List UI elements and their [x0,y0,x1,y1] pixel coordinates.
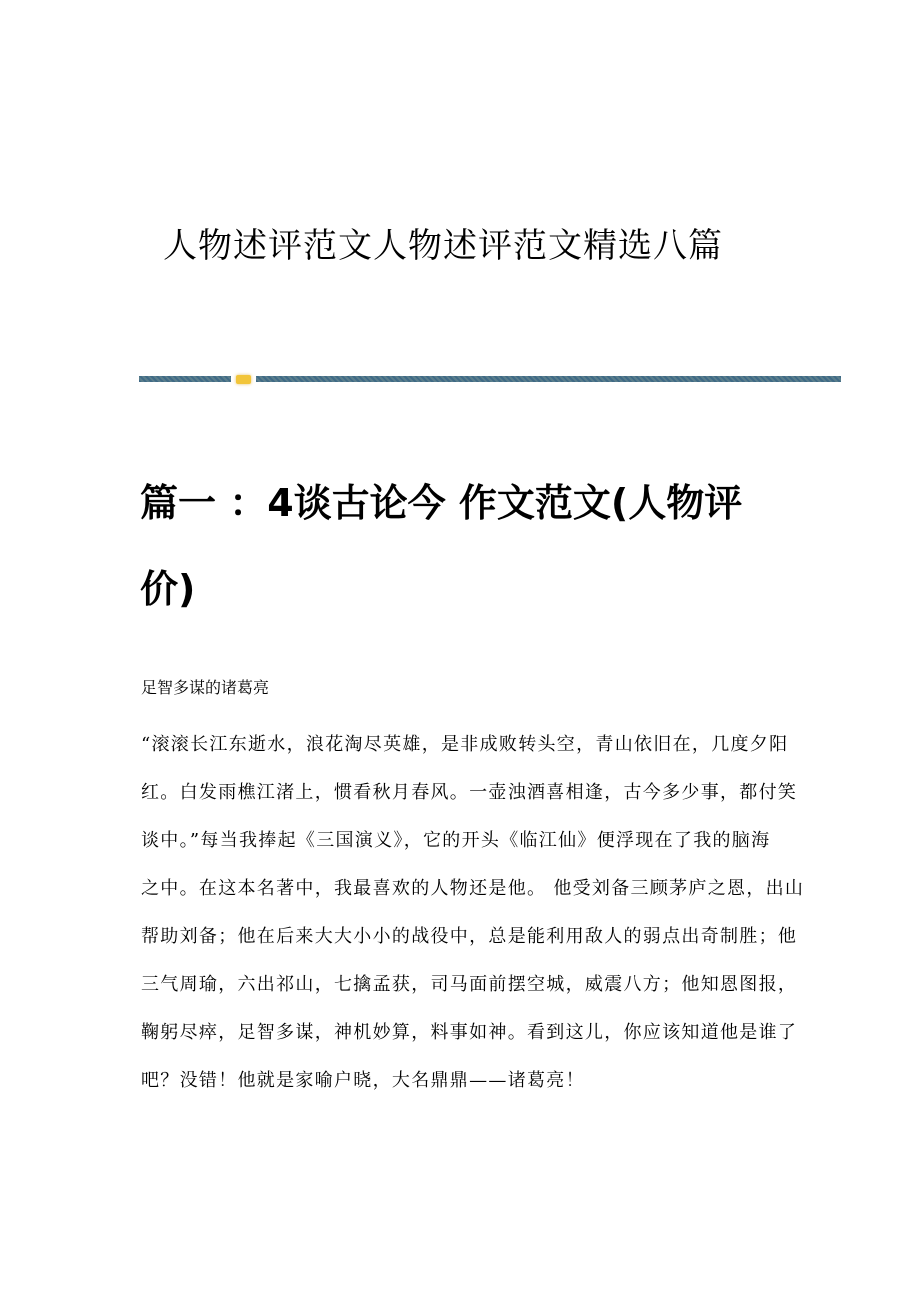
body-line: 吧？没错！他就是家喻户晓，大名鼎鼎——诸葛亮！ [141,1070,585,1091]
article-subtitle: 足智多谋的诸葛亮 [141,678,270,697]
body-line: 鞠躬尽瘁，足智多谋，神机妙算，料事如神。看到这儿，你应该知道他是谁了 [141,1022,798,1043]
section-heading-continued: 价) [140,567,196,611]
divider-bar-right [256,376,841,382]
document-title: 人物述评范文人物述评范文精选八篇 [163,226,723,266]
divider-bar-left [139,376,231,382]
decorative-divider [139,375,841,383]
divider-ornament-icon [236,375,251,384]
section-heading: 篇一 ：4谈古论今 作文范文(人物评 [140,481,743,525]
body-line: “滚滚长江东逝水，浪花淘尽英雄，是非成败转头空，青山依旧在，几度夕阳 [141,734,789,755]
body-line: 三气周瑜，六出祁山，七擒孟获，司马面前摆空城，威震八方；他知恩图报， [141,974,798,995]
body-line: 谈中。”每当我捧起《三国演义》，它的开头《临江仙》便浮现在了我的脑海 [141,830,771,851]
body-line: 之中。在这本名著中，我最喜欢的人物还是他。 他受刘备三顾茅庐之恩，出山 [141,878,805,899]
body-line: 红。白发雨樵江渚上，惯看秋月春风。一壶浊酒喜相逢，古今多少事，都付笑 [141,782,798,803]
body-line: 帮助刘备；他在后来大大小小的战役中，总是能利用敌人的弱点出奇制胜；他 [141,926,798,947]
